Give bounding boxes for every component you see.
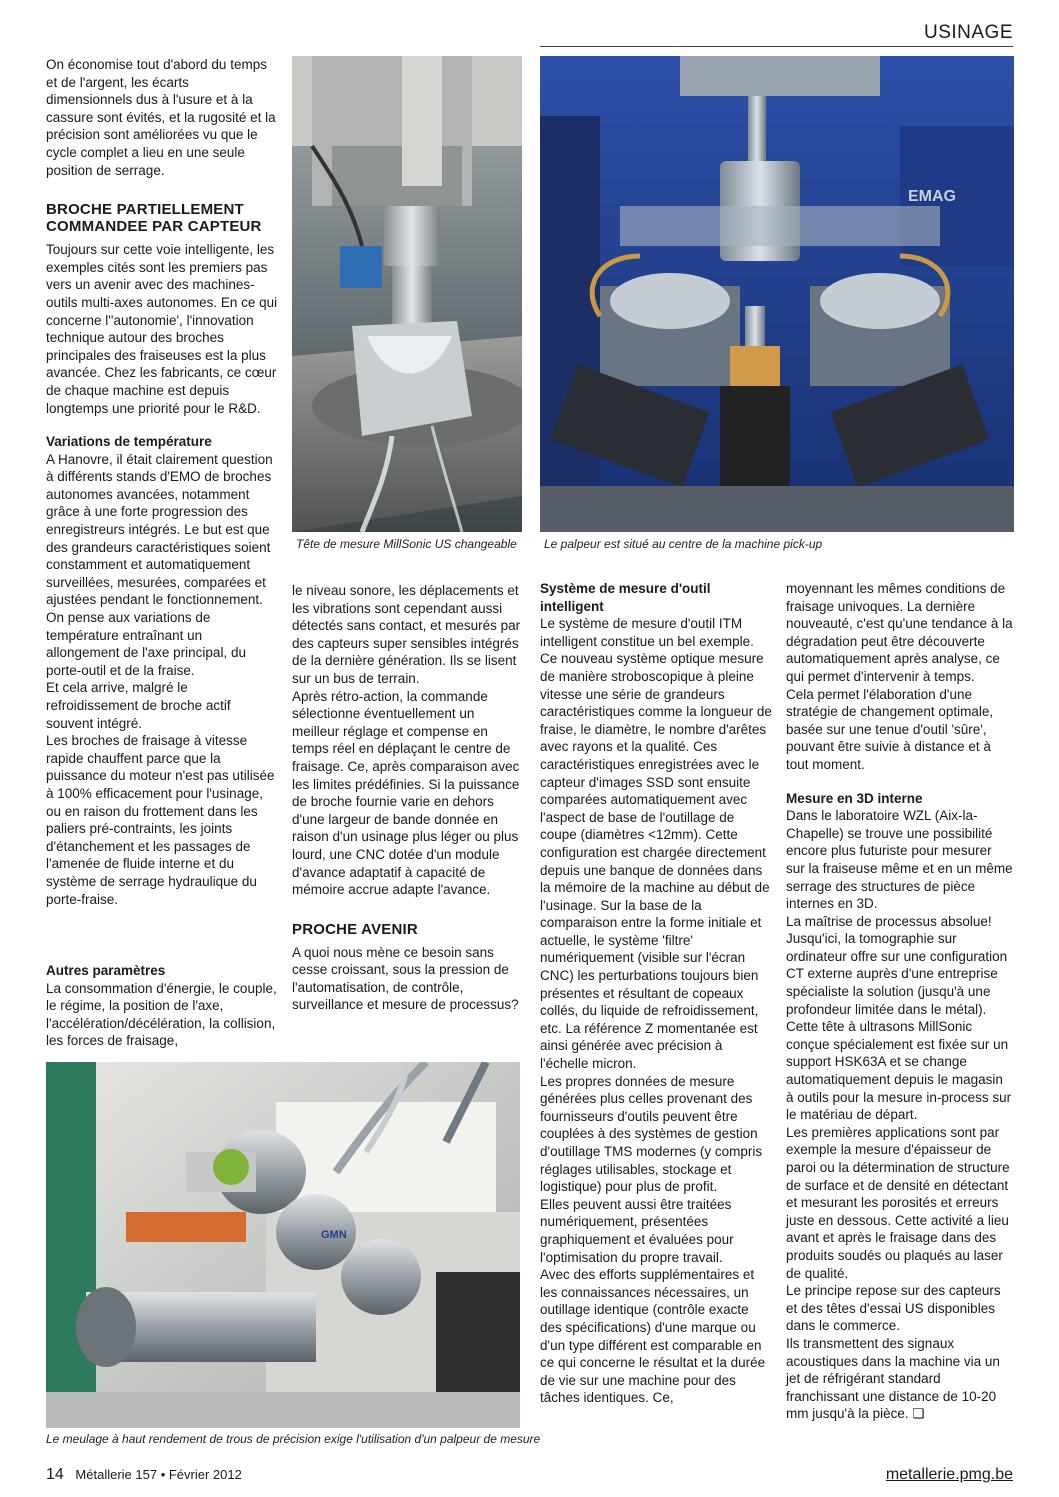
section-rule — [540, 46, 1013, 47]
footer-issue — [46, 1466, 242, 1484]
caption-photo3: Le meulage à haut rendement de trous de précision exige l'utilisation d'un palpeur de mesure — [46, 1432, 541, 1446]
end-mark-icon: ❏ — [912, 1406, 925, 1422]
paragraph: Dans le laboratoire WZL (Aix-la-Chapelle) se trouve une possibilité encore plus futuriste pour mesurer sur la fraiseuse même et en un même serrage des structures de pièce internes en 3D. — [786, 808, 1013, 912]
intro-paragraph: On économise tout d'abord du temps et de l'argent, les écarts dimensionnels dus à l'usure et à la cassure sont évités, et la rugosité et la précision sont améliorées vu que le cycle complet a lieu en une seule position de serrage. — [46, 57, 276, 178]
column-3 — [540, 580, 772, 1407]
paragraph: La consommation d'énergie, le couple, le régime, la position de l'axe, l'accélération/décélération, la collision, les forces de fraisage, — [46, 980, 277, 1049]
paragraph: Toujours sur cette voie intelligente, les exemples cités sont les premiers pas vers un avenir avec des machines-outils multi-axes autonomes. En ce qui concerne l''autonomie', l'innovation technique autour des broches principales des fraiseuses est la plus avancée. Chez les fabricants, ce cœur de chaque machine est depuis longtemps une priorité pour le R&D. — [46, 242, 278, 416]
footer-website-link[interactable]: metallerie.pmg.be — [885, 1466, 1013, 1483]
photo-pickup-machine — [540, 56, 1014, 532]
subheading-temperature: Variations de température — [46, 434, 212, 450]
grinding-illustration — [46, 1062, 520, 1428]
paragraph: Les premières applications sont par exemple la mesure d'épaisseur de paroi ou la détermination de structure de surface et de densité en détectant et mesurant les porosités et erreurs juste en dessous. Cette activité a lieu avant et après le fraisage dans des produits soudés ou plaqués au laser de qualité. — [786, 1124, 1010, 1281]
paragraph: moyennant les mêmes conditions de fraisage univoques. La dernière nouveauté, c'est qu'une tendance à la dégradation peut être découverte automatiquement après analyse, ce qui permet d'intervenir à temps. — [786, 581, 1013, 684]
paragraph: Les broches de fraisage à vitesse rapide chauffent parce que la puissance du moteur n'est pas utilisée à 100% efficacement pour l'usinage, ou en raison du frottement dans les paliers pré-contraints, les joints d'étanchement et les passages de l'amenée de fluide interne et du système de serrage hydraulique du porte-fraise. — [46, 733, 275, 907]
paragraph: Ils transmettent des signaux acoustiques dans la machine via un jet de réfrigérant standard franchissant une distance de 10-20 mm jusqu'à la pièce. ❏ — [786, 1335, 1000, 1422]
page-number: 14 — [46, 1466, 64, 1483]
paragraph: La maîtrise de processus absolue! Jusqu'ici, la tomographie sur ordinateur offre sur une configuration CT externe auprès d'une entreprise spécialiste la solution (jusqu'à une profondeur limitée dans le métal). Cette tête à ultrasons MillSonic conçue spécialement est fixée sur un support HSK63A et se change automatiquement depuis le magasin à outils pour la mesure in-process sur le matériau de départ. — [786, 913, 1012, 1123]
column-1-top — [46, 56, 278, 908]
subheading-autres: Autres paramètres — [46, 963, 166, 978]
subheading-mesure-3d: Mesure en 3D interne — [786, 790, 923, 806]
column-1-bottom — [46, 962, 278, 1050]
emag-label: EMAG — [908, 188, 956, 205]
column-4 — [786, 580, 1014, 1423]
photo-grinding-machine — [46, 1062, 520, 1428]
column-2 — [292, 582, 524, 1014]
pickup-illustration — [540, 56, 1014, 532]
paragraph: Cela permet l'élaboration d'une stratégie de changement optimale, basée sur une tenue d'outil 'sûre', pouvant être suivie à distance et à tout moment. — [786, 686, 994, 772]
caption-photo1: Tête de mesure MillSonic US changeable — [296, 537, 517, 551]
paragraph: Elles peuvent aussi être traitées numériquement, présentées graphiquement et évaluées pour l'optimisation du propre travail. — [540, 1196, 734, 1265]
caption-photo2: Le palpeur est situé au centre de la machine pick-up — [544, 537, 823, 551]
photo-millsonic-head — [292, 56, 522, 532]
paragraph: Après rétro-action, la commande sélectionne éventuellement un meilleur réglage et compense en temps réel en déplaçant le centre de fraisage. Ce, après comparaison avec les limites prédéfinies. Si la puissance de broche fournie varie en dehors d'une largeur de bande donnée en raison d'un usinage plus léger ou plus lourd, une CNC dotée d'un module d'avance adaptatif à capacité de mémoire accrue adapte l'avance. — [292, 688, 520, 898]
section-tag: USINAGE — [923, 22, 1013, 43]
paragraph: Les propres données de mesure générées plus celles provenant des fournisseurs d'outils peuvent être couplées à des systèmes de gestion d'outillage TMS modernes (y compris réglages utilisables, stockage et logistique) pour plus de profit. — [540, 1073, 763, 1195]
gmn-label: GMN — [321, 1229, 347, 1241]
paragraph: Avec des efforts supplémentaires et les connaissances nécessaires, un outillage identique (contrôle exacte des spécifications) d'une marque ou d'un type différent est comparable en ce qui concerne le résultat et la durée de vie sur une machine pour des tâches identiques. Ce, — [540, 1267, 766, 1406]
heading-broche: BROCHE PARTIELLEMENT COMMANDEE PAR CAPTEUR — [46, 201, 262, 236]
paragraph: A Hanovre, il était clairement question à différents stands d'EMO de broches autonomes avancées, notamment grâce à une forte progression des enregistreurs intégrés. Le but est que des grandeurs caractéristiques soient constamment et automatiquement surveillées, mesurées, comparées et ajustées pendant le fonctionnement. — [46, 451, 273, 608]
issue-info: Métallerie 157 • Février 2012 — [75, 1467, 242, 1482]
heading-proche-avenir: PROCHE AVENIR — [292, 920, 418, 938]
paragraph: A quoi nous mène ce besoin sans cesse croissant, sous la pression de l'automatisation, de contrôle, surveillance et mesure de processus? — [292, 944, 519, 1013]
paragraph: On pense aux variations de température entraînant un allongement de l'axe principal, du porte-outil et de la fraise. — [46, 610, 246, 678]
paragraph: Le système de mesure d'outil ITM intelligent constitue un bel exemple. Ce nouveau système optique mesure de manière stroboscopique à pleine vitesse une série de grandeurs caractéristiques comme la longueur de fraise, le diamètre, le nombre d'arêtes avec rayons et la qualité. Ces caractéristiques enregistrées avec le capteur d'images SSD sont ensuite comparées automatiquement avec l'aspect de base de l'outillage de coupe (diamètres <12mm). Cette configuration est chargée directement depuis une banque de données dans la mémoire de la machine au début de l'usinage. Sur la base de la comparaison entre la forme initiale et actuelle, le système 'filtre' numériquement (visible sur l'écran CNC) les perturbations toujours bien présentes et résultant de copeaux collés, du liquide de refroidissement, etc. La référence Z momentanée est ainsi générée avec précision à l'échelle micron. — [540, 616, 772, 1072]
paragraph: Le principe repose sur des capteurs et des têtes d'essai US disponibles dans le commerce. — [786, 1283, 1001, 1334]
millsonic-illustration — [292, 56, 522, 532]
subheading-systeme: Système de mesure d'outil intelligent — [540, 581, 711, 614]
paragraph: le niveau sonore, les déplacements et les vibrations sont cependant aussi détectés sans contact, et mesurés par des capteurs super sensibles intégrés de la dernière génération. Ils se lisent sur un bus de terrain. — [292, 583, 521, 686]
paragraph: Et cela arrive, malgré le refroidissement de broche actif souvent intégré. — [46, 680, 231, 731]
